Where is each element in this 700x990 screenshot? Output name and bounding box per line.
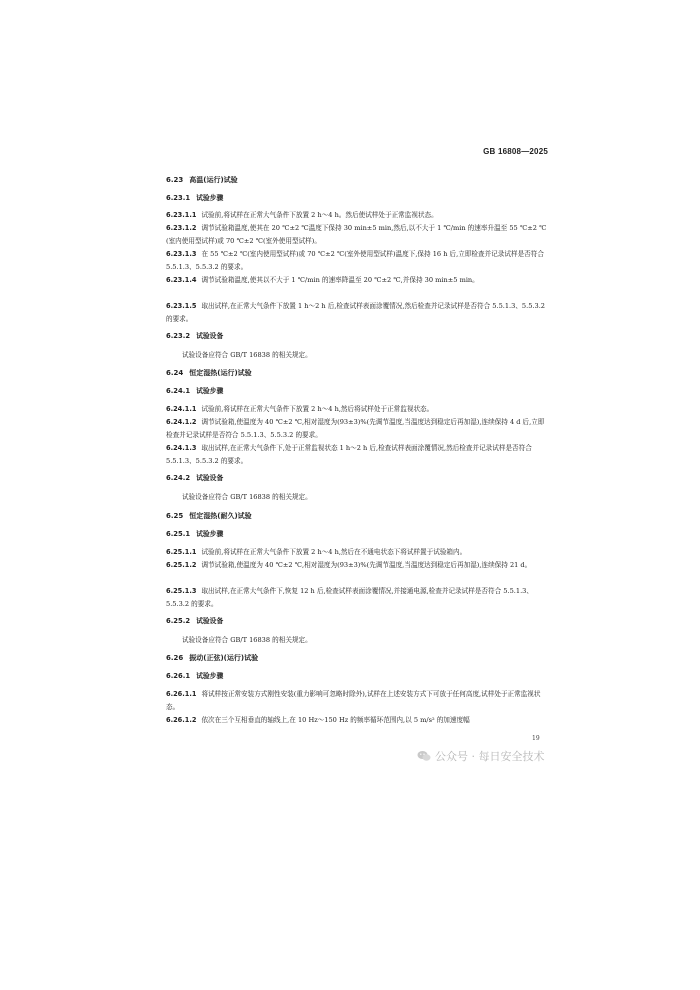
clause-paragraph: 6.23.1.2 调节试验箱温度,使其在 20 ℃±2 ℃温度下保持 30 min±5 min,然后,以不大于 1 ℃/min 的速率升温至 55 ℃±2 ℃(室内使用型试样)或 70 ℃±2 ℃(室外使用型试样)。 xyxy=(166,224,547,245)
clause-paragraph: 6.26.1.2 依次在三个互相垂直的轴线上,在 10 Hz～150 Hz 的频率循环范围内,以 5 m/s² 的加速度幅 xyxy=(166,716,470,724)
section-heading: 6.23 高温(运行)试验 xyxy=(166,176,238,184)
clause-paragraph: 6.25.1.1 试验前,将试样在正常大气条件下放置 2 h～4 h,然后在不通电状态下将试样置于试验箱内。 xyxy=(166,548,467,556)
standard-code: GB 16808—2025 xyxy=(483,147,548,156)
clause-paragraph: 6.23.1.1 试验前,将试样在正常大气条件下放置 2 h～4 h。然后使试样处于正常监视状态。 xyxy=(166,211,438,219)
page-number: 19 xyxy=(532,735,540,742)
body-text: 试验设备应符合 GB/T 16838 的相关规定。 xyxy=(182,636,312,644)
subsection-heading: 6.25.1 试验步骤 xyxy=(166,530,224,538)
section-heading: 6.24 恒定湿热(运行)试验 xyxy=(166,369,252,377)
subsection-heading: 6.26.1 试验步骤 xyxy=(166,672,224,680)
subsection-heading: 6.23.2 试验设备 xyxy=(166,332,224,340)
wechat-icon xyxy=(417,750,431,762)
watermark-text: 公众号 · 每日安全技术 xyxy=(435,750,545,763)
clause-paragraph: 6.23.1.3 在 55 ℃±2 ℃(室内使用型试样)或 70 ℃±2 ℃(室外使用型试样)温度下,保持 16 h 后,立即检查并记录试样是否符合 5.5.1.3、5.5.3.2 的要求。 xyxy=(166,250,544,271)
subsection-heading: 6.24.2 试验设备 xyxy=(166,474,224,482)
section-heading: 6.26 振动(正弦)(运行)试验 xyxy=(166,654,259,662)
subsection-heading: 6.24.1 试验步骤 xyxy=(166,387,224,395)
clause-paragraph: 6.25.1.2 调节试验箱,使温度为 40 ℃±2 ℃,相对湿度为(93±3)%(先调节温度,当温度达到稳定后再加湿),连续保持 21 d。 xyxy=(166,561,532,569)
clause-paragraph: 6.25.1.3 取出试样,在正常大气条件下,恢复 12 h 后,检查试样表面涂覆情况,并接通电源,检查并记录试样是否符合 5.5.1.3、5.5.3.2 的要求。 xyxy=(166,587,533,608)
clause-paragraph: 6.26.1.1 将试样按正常安装方式刚性安装(重力影响可忽略时除外),试样在上述安装方式下可放于任何高度,试样处于正常监视状态。 xyxy=(166,690,541,711)
clause-paragraph: 6.24.1.3 取出试样,在正常大气条件下,处于正常监视状态 1 h～2 h 后,检查试样表面涂覆情况,然后检查并记录试样是否符合 5.5.1.3、5.5.3.2 的要求。 xyxy=(166,444,532,465)
watermark xyxy=(417,748,545,764)
body-text: 试验设备应符合 GB/T 16838 的相关规定。 xyxy=(182,351,312,359)
subsection-heading: 6.25.2 试验设备 xyxy=(166,617,224,625)
clause-paragraph: 6.23.1.4 调节试验箱温度,使其以不大于 1 ℃/min 的速率降温至 20 ℃±2 ℃,并保持 30 min±5 min。 xyxy=(166,276,479,284)
clause-paragraph: 6.24.1.2 调节试验箱,使温度为 40 ℃±2 ℃,相对湿度为(93±3)%(先调节温度,当温度达到稳定后再加湿),连续保持 4 d 后,立即检查并记录试样是否符合 5.5.1.3、5.5.3.2 的要求。 xyxy=(166,418,545,439)
section-heading: 6.25 恒定湿热(耐久)试验 xyxy=(166,512,252,520)
clause-paragraph: 6.23.1.5 取出试样,在正常大气条件下放置 1 h～2 h 后,检查试样表面涂覆情况,然后检查并记录试样是否符合 5.5.1.3、5.5.3.2 的要求。 xyxy=(166,302,546,323)
clause-paragraph: 6.24.1.1 试验前,将试样在正常大气条件下放置 2 h～4 h,然后将试样处于正常监视状态。 xyxy=(166,405,434,413)
body-text: 试验设备应符合 GB/T 16838 的相关规定。 xyxy=(182,493,312,501)
subsection-heading: 6.23.1 试验步骤 xyxy=(166,194,224,202)
